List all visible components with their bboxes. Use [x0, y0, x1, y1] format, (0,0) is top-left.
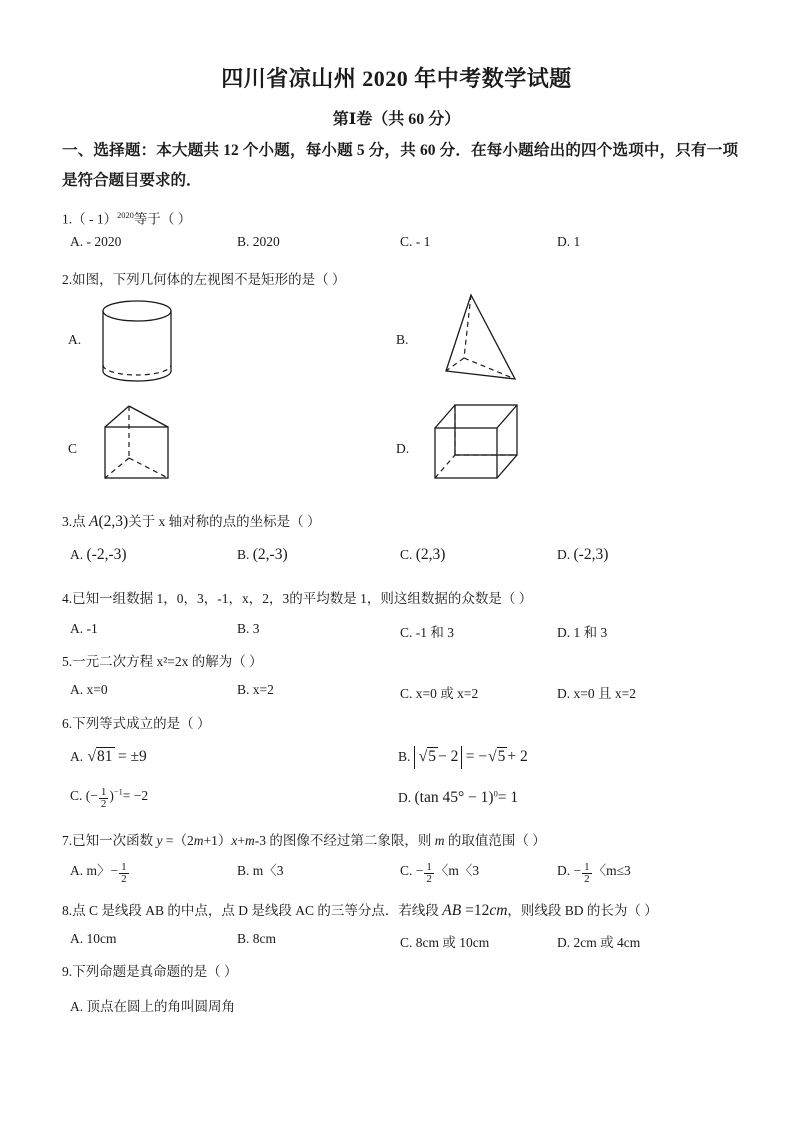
q7-stem-pre: 7.已知一次函数 [62, 833, 157, 848]
q1-stem-post: 等于（ ） [133, 211, 192, 227]
q6-c-post: ) [109, 788, 114, 804]
q2-option-c-label[interactable]: C [68, 441, 78, 456]
q6-option-a[interactable] [70, 748, 147, 766]
q1-option-a[interactable]: A. - 2020 [70, 234, 122, 249]
q8-stem-pre: 8.点 C 是线段 AB 的中点，点 D 是线段 AC 的三等分点．若线段 [62, 903, 443, 918]
q8-unit-cm: cm [489, 902, 508, 919]
absolute-value-bars [414, 746, 463, 769]
cube-figure [432, 400, 542, 488]
q5-option-a[interactable]: A. x=0 [70, 682, 108, 697]
q3-option-c-label: C. [400, 547, 413, 562]
q6-a-rhs: = ±9 [117, 748, 147, 765]
q7-option-c[interactable] [400, 859, 479, 885]
q6-b-rhs-post: + 2 [507, 748, 528, 765]
question-3-stem [62, 512, 321, 532]
q7-option-a[interactable] [70, 859, 130, 885]
q5-option-c[interactable]: C. x=0 或 x=2 [400, 686, 479, 701]
q6-option-d[interactable] [398, 789, 518, 807]
question-7-stem [62, 831, 546, 851]
q3-stem-pre: 3.点 [62, 514, 89, 529]
q3-option-b-label: B. [237, 547, 250, 562]
triangular-pyramid-figure [440, 290, 550, 390]
q7-a-denominator: 2 [121, 873, 127, 885]
q6-c-denominator: 2 [100, 798, 107, 811]
q7-variable-y: y [156, 833, 163, 848]
q6-b-rhs-radicand: 5 [497, 748, 506, 765]
q4-option-c[interactable]: C. -1 和 3 [400, 625, 454, 640]
question-8-stem [62, 901, 658, 921]
q6-c-pre: (− [85, 788, 98, 804]
fraction-one-half [119, 862, 129, 885]
sqrt-icon: √81 [87, 748, 113, 765]
q1-option-d[interactable]: D. 1 [557, 234, 581, 249]
question-2-stem: 2.如图，下列几何体的左视图不是矩形的是（ ） [62, 272, 346, 287]
q1-option-b[interactable]: B. 2020 [237, 234, 280, 249]
q7-a-pre: A. m〉− [70, 863, 119, 878]
q7-c-denominator: 2 [426, 873, 432, 885]
q8-stem-eq: =12 [461, 902, 490, 919]
question-5-stem: 5.一元二次方程 x²=2x 的解为（ ） [62, 654, 263, 669]
q3-point-label: A [89, 513, 99, 530]
q4-option-d[interactable]: D. 1 和 3 [557, 625, 608, 640]
q7-stem-mid3: + [237, 833, 245, 848]
q6-option-c[interactable] [70, 787, 148, 810]
q8-stem-post: ，则线段 BD 的长为（ ） [507, 903, 658, 918]
q3-option-a[interactable] [70, 546, 127, 564]
question-5-options [62, 682, 742, 704]
question-9-options [62, 995, 742, 1017]
section-instruction: 一、选择题：本大题共 12 个小题，每小题 5 分，共 60 分．在每小题给出的四个选项中，只有一项是符合题目要求的． [62, 142, 738, 189]
q4-option-b[interactable]: B. 3 [237, 621, 260, 636]
question-3-options [62, 546, 742, 568]
q3-option-d-value: (-2,3) [573, 546, 609, 563]
q6-c-exponent: −1 [113, 787, 123, 797]
q3-option-d[interactable] [557, 546, 608, 564]
q7-variable-m-3: m [434, 833, 445, 848]
q7-variable-m-2: m [245, 833, 255, 848]
sqrt-icon: √5 [488, 748, 506, 765]
q6-option-c-label: C. [70, 788, 83, 804]
q8-option-d[interactable]: D. 2cm 或 4cm [557, 935, 641, 950]
q6-option-b-label: B. [398, 749, 411, 764]
q3-option-b-value: (2,-3) [252, 546, 288, 563]
q2-option-d-label[interactable]: D. [396, 441, 410, 456]
q8-option-c[interactable]: C. 8cm 或 10cm [400, 935, 490, 950]
q6-b-rhs-pre: = − [465, 748, 488, 765]
question-4-options [62, 621, 742, 643]
q7-c-post: 〈m〈3 [434, 863, 480, 878]
q2-option-b-label[interactable]: B. [396, 332, 409, 347]
q7-a-numerator: 1 [121, 860, 127, 873]
page-title: 四川省凉山州 2020 年中考数学试题 [221, 66, 572, 91]
q7-option-b[interactable]: B. m〈3 [237, 863, 284, 878]
q6-c-rhs: = −2 [122, 788, 149, 804]
q7-c-pre: C. − [400, 863, 424, 878]
q3-option-a-value: (-2,-3) [86, 546, 127, 563]
q6-option-d-label: D. [398, 790, 412, 805]
q6-a-radicand: 81 [97, 748, 113, 765]
q6-b-inner-radicand: 5 [428, 748, 437, 765]
q8-option-b[interactable]: B. 8cm [237, 931, 276, 946]
question-4-stem: 4.已知一组数据 1，0，3，-1，x，2，3的平均数是 1，则这组数据的众数是（ ） [62, 591, 533, 606]
q6-c-numerator: 1 [100, 786, 107, 798]
q7-stem-mid: =（2 [162, 833, 194, 848]
q7-stem-post: -3 的图像不经过第二象限，则 [254, 833, 435, 848]
q7-d-post: 〈m≤3 [592, 863, 631, 878]
q5-option-d[interactable]: D. x=0 且 x=2 [557, 686, 636, 701]
q7-stem-end: 的取值范围（ ） [444, 833, 546, 848]
q7-stem-mid2: +1） [203, 833, 232, 848]
q1-exponent: 2020 [117, 211, 134, 220]
q3-option-c-value: (2,3) [415, 546, 446, 563]
q6-d-exponent: 0 [493, 789, 498, 799]
q7-d-numerator: 1 [584, 860, 590, 873]
q7-d-pre: D. − [557, 863, 582, 878]
fraction-one-half [424, 862, 434, 885]
q7-d-denominator: 2 [584, 873, 590, 885]
question-7-options [62, 859, 742, 891]
q7-variable-x: x [231, 833, 238, 848]
question-6-stem: 6.下列等式成立的是（ ） [62, 716, 211, 731]
q6-d-expression: (tan 45° − 1) [414, 789, 494, 806]
q1-stem-pre: 1.（ - 1） [62, 211, 118, 227]
q3-option-d-label: D. [557, 547, 571, 562]
triangular-prism-figure [100, 402, 210, 487]
q3-option-c[interactable] [400, 546, 445, 564]
fraction-one-half [582, 862, 592, 885]
q8-segment-ab: AB [442, 902, 462, 919]
q7-option-d[interactable] [557, 859, 631, 885]
q6-d-rhs: = 1 [497, 789, 519, 806]
q6-b-inner-rest: − 2 [438, 748, 459, 765]
q6-option-b[interactable] [398, 746, 528, 769]
q4-option-a[interactable]: A. -1 [70, 621, 98, 636]
question-8-options [62, 931, 742, 953]
q7-c-numerator: 1 [426, 860, 432, 873]
question-9-stem: 9.下列命题是真命题的是（ ） [62, 964, 238, 979]
q3-point-coord: (2,3) [98, 513, 129, 530]
q5-option-b[interactable]: B. x=2 [237, 682, 274, 697]
fraction-one-half [99, 787, 109, 810]
q7-variable-m-1: m [193, 833, 204, 848]
q1-option-c[interactable]: C. - 1 [400, 234, 431, 249]
question-1-stem [62, 206, 191, 230]
q2-option-a-label[interactable]: A. [68, 332, 82, 347]
q6-option-a-label: A. [70, 749, 84, 764]
page-subtitle: 第Ⅰ卷（共 60 分） [332, 111, 461, 128]
q3-stem-post: 关于 x 轴对称的点的坐标是（ ） [128, 514, 321, 529]
q9-option-a[interactable]: A. 顶点在圆上的角叫圆周角 [70, 999, 235, 1014]
cylinder-figure [100, 298, 190, 390]
q8-option-a[interactable]: A. 10cm [70, 931, 117, 946]
question-1-options [62, 234, 742, 256]
sqrt-icon: √5 [418, 748, 437, 765]
q3-option-a-label: A. [70, 547, 84, 562]
q3-option-b[interactable] [237, 546, 288, 564]
